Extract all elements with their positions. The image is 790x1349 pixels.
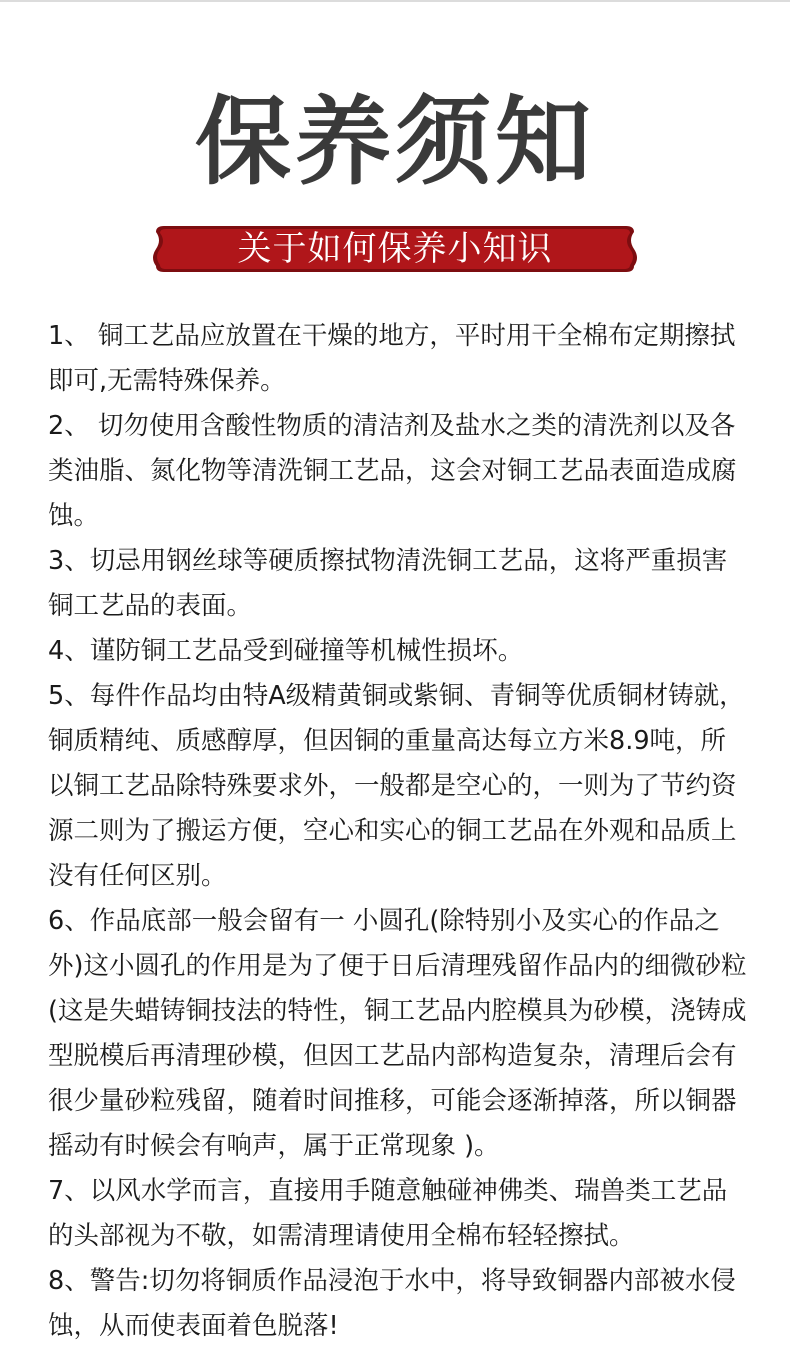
tip-item-2: 2、 切勿使用含酸性物质的清洁剂及盐水之类的清洗剂以及各类油脂、氮化物等清洗铜工艺品，这会对铜工艺品表面造成腐蚀。 <box>48 411 737 531</box>
subtitle-banner <box>150 224 640 274</box>
top-divider <box>0 0 790 2</box>
page-title: 保养须知 <box>195 86 595 198</box>
tip-item-8: 8、警告:切勿将铜质作品浸泡于水中，将导致铜器内部被水侵蚀，从而使表面着色脱落! <box>48 1266 736 1341</box>
tip-item-4: 4、谨防铜工艺品受到碰撞等机械性损坏。 <box>48 636 524 666</box>
tip-item-7: 7、以风水学而言，直接用手随意触碰神佛类、瑞兽类工艺品的头部视为不敬，如需清理请使用全棉布轻轻擦拭。 <box>48 1176 728 1251</box>
tip-item-3: 3、切忌用钢丝球等硬质擦拭物清洗铜工艺品，这将严重损害铜工艺品的表面。 <box>48 546 728 621</box>
tip-item-6: 6、作品底部一般会留有一 小圆孔(除特别小及实心的作品之外)这小圆孔的作用是为了便于日后清理残留作品内的细微砂粒(这是失蜡铸铜技法的特性，铜工艺品内腔模具为砂模，浇铸成型脱模后再清理砂模，但因工艺品内部构造复杂，清理后会有很少量砂粒残留，随着时间推移，可能会逐渐掉落，所以铜器摇动有时候会有响声，属于正常现象 )。 <box>48 906 747 1161</box>
banner-title: 关于如何保养小知识 <box>237 229 553 269</box>
tip-item-1: 1、 铜工艺品应放置在干燥的地方，平时用干全棉布定期擦拭即可,无需特殊保养。 <box>48 321 736 396</box>
tip-item-5: 5、每件作品均由特A级精黄铜或紫铜、青铜等优质铜材铸就，铜质精纯、质感醇厚，但因铜的重量高达每立方米8.9吨，所以铜工艺品除特殊要求外，一般都是空心的，一则为了节约资源二则为了搬运方便，空心和实心的铜工艺品在外观和品质上没有任何区别。 <box>48 681 745 891</box>
care-tips-list <box>48 314 748 1349</box>
